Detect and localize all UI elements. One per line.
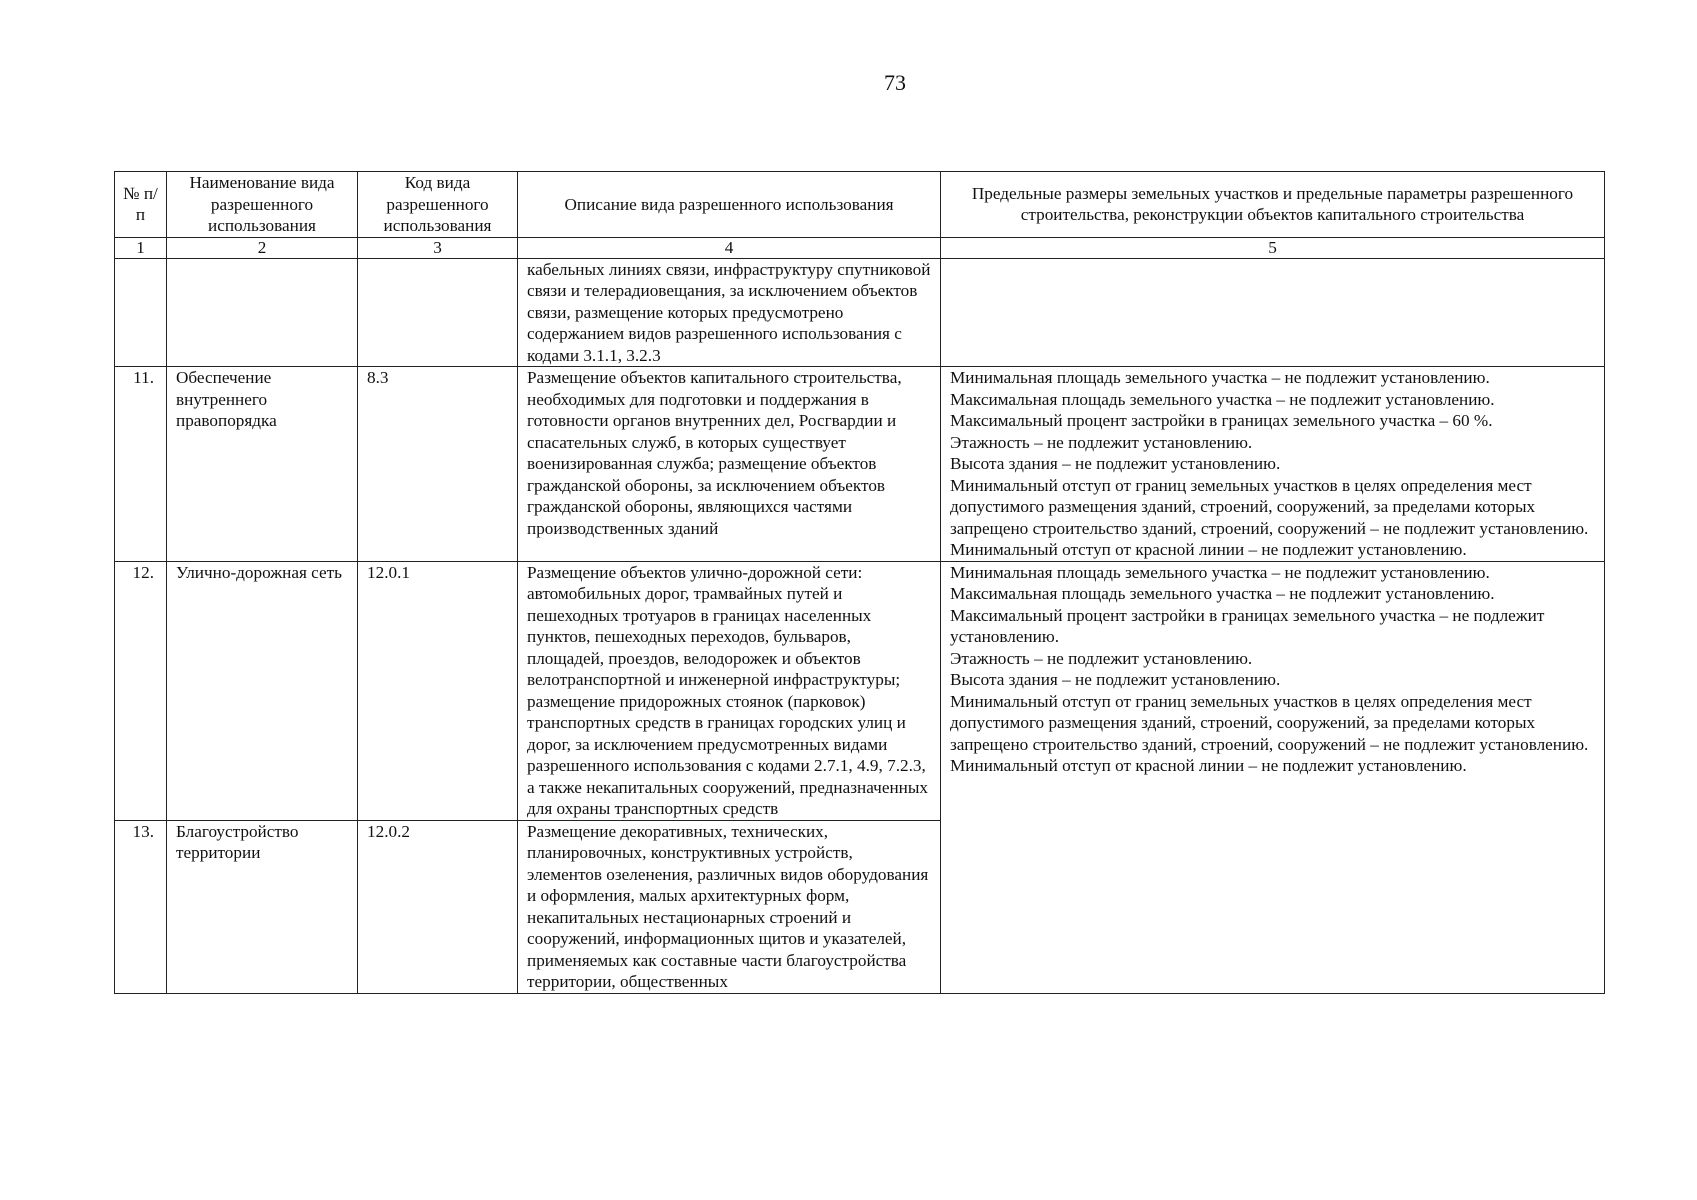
use-description: Размещение объектов улично-дорожной сети: автомобильных дорог, трамвайных путей и пешеходных тротуаров в границах населенных пунктов, пешеходных переходов, бульваров, площадей, проездов, велодорожек и объектов велотранспортной и инженерной инфраструктуры; размещение придорожных стоянок (парковок) транспортных средств в границах городских улиц и дорог, за исключением предусмотренных видами разрешенного использования с кодами 2.7.1, 4.9, 7.2.3, а также некапитальных сооружений, предназначенных для охраны транспортных средств [518, 561, 941, 820]
table-row [115, 258, 1605, 367]
page-number: 73 [884, 70, 906, 95]
use-name [167, 258, 358, 367]
header-use-code: Код вида разрешенного использования [358, 172, 518, 238]
use-limits: Минимальная площадь земельного участка – не подлежит установлению. Максимальная площадь земельного участка – не подлежит установлению. Максимальный процент застройки в границах земельного участка – не подлежит установлению. Этажность – не подлежит установлению. Высота здания – не подлежит установлению. Минимальный отступ от границ земельных участков в целях определения мест допустимого размещения зданий, строений, сооружений, за пределами которых запрещено строительство зданий, строений, сооружений – не подлежит установлению. Минимальный отступ от красной линии – не подлежит установлению. [941, 561, 1605, 993]
use-limits [941, 258, 1605, 367]
use-code [358, 258, 518, 367]
use-code: 8.3 [358, 367, 518, 562]
use-limits: Минимальная площадь земельного участка – не подлежит установлению. Максимальная площадь земельного участка – не подлежит установлению. Максимальный процент застройки в границах земельного участка – 60 %. Этажность – не подлежит установлению. Высота здания – не подлежит установлению. Минимальный отступ от границ земельных участков в целях определения мест допустимого размещения зданий, строений, сооружений, за пределами которых запрещено строительство зданий, строений, сооружений – не подлежит установлению. Минимальный отступ от красной линии – не подлежит установлению. [941, 367, 1605, 562]
use-name: Улично-дорожная сеть [167, 561, 358, 820]
table-row [115, 561, 1605, 820]
use-name: Благоустройство территории [167, 820, 358, 993]
column-number-row [115, 237, 1605, 258]
header-use-name: Наименование вида разрешенного использования [167, 172, 358, 238]
column-number: 1 [115, 237, 167, 258]
header-number: № п/п [115, 172, 167, 238]
row-number [115, 258, 167, 367]
use-description: кабельных линиях связи, инфраструктуру спутниковой связи и телерадиовещания, за исключением объектов связи, размещение которых предусмотрено содержанием видов разрешенного использования с кодами 3.1.1, 3.2.3 [518, 258, 941, 367]
use-name: Обеспечение внутреннего правопорядка [167, 367, 358, 562]
header-row [115, 172, 1605, 238]
header-use-description: Описание вида разрешенного использования [518, 172, 941, 238]
header-limits: Предельные размеры земельных участков и предельные параметры разрешенного строительства, реконструкции объектов капитального строительства [941, 172, 1605, 238]
use-code: 12.0.2 [358, 820, 518, 993]
row-number: 12. [115, 561, 167, 820]
row-number: 11. [115, 367, 167, 562]
column-number: 3 [358, 237, 518, 258]
column-number: 5 [941, 237, 1605, 258]
use-description: Размещение объектов капитального строительства, необходимых для подготовки и поддержания в готовности органов внутренних дел, Росгвардии и спасательных служб, в которых существует военизированная служба; размещение объектов гражданской обороны, за исключением объектов гражданской обороны, являющихся частями производственных зданий [518, 367, 941, 562]
land-use-table [114, 171, 1605, 994]
use-description: Размещение декоративных, технических, планировочных, конструктивных устройств, элементов озеленения, различных видов оборудования и оформления, малых архитектурных форм, некапитальных нестационарных строений и сооружений, информационных щитов и указателей, применяемых как составные части благоустройства территории, общественных [518, 820, 941, 993]
row-number: 13. [115, 820, 167, 993]
table-row [115, 367, 1605, 562]
column-number: 4 [518, 237, 941, 258]
use-code: 12.0.1 [358, 561, 518, 820]
column-number: 2 [167, 237, 358, 258]
